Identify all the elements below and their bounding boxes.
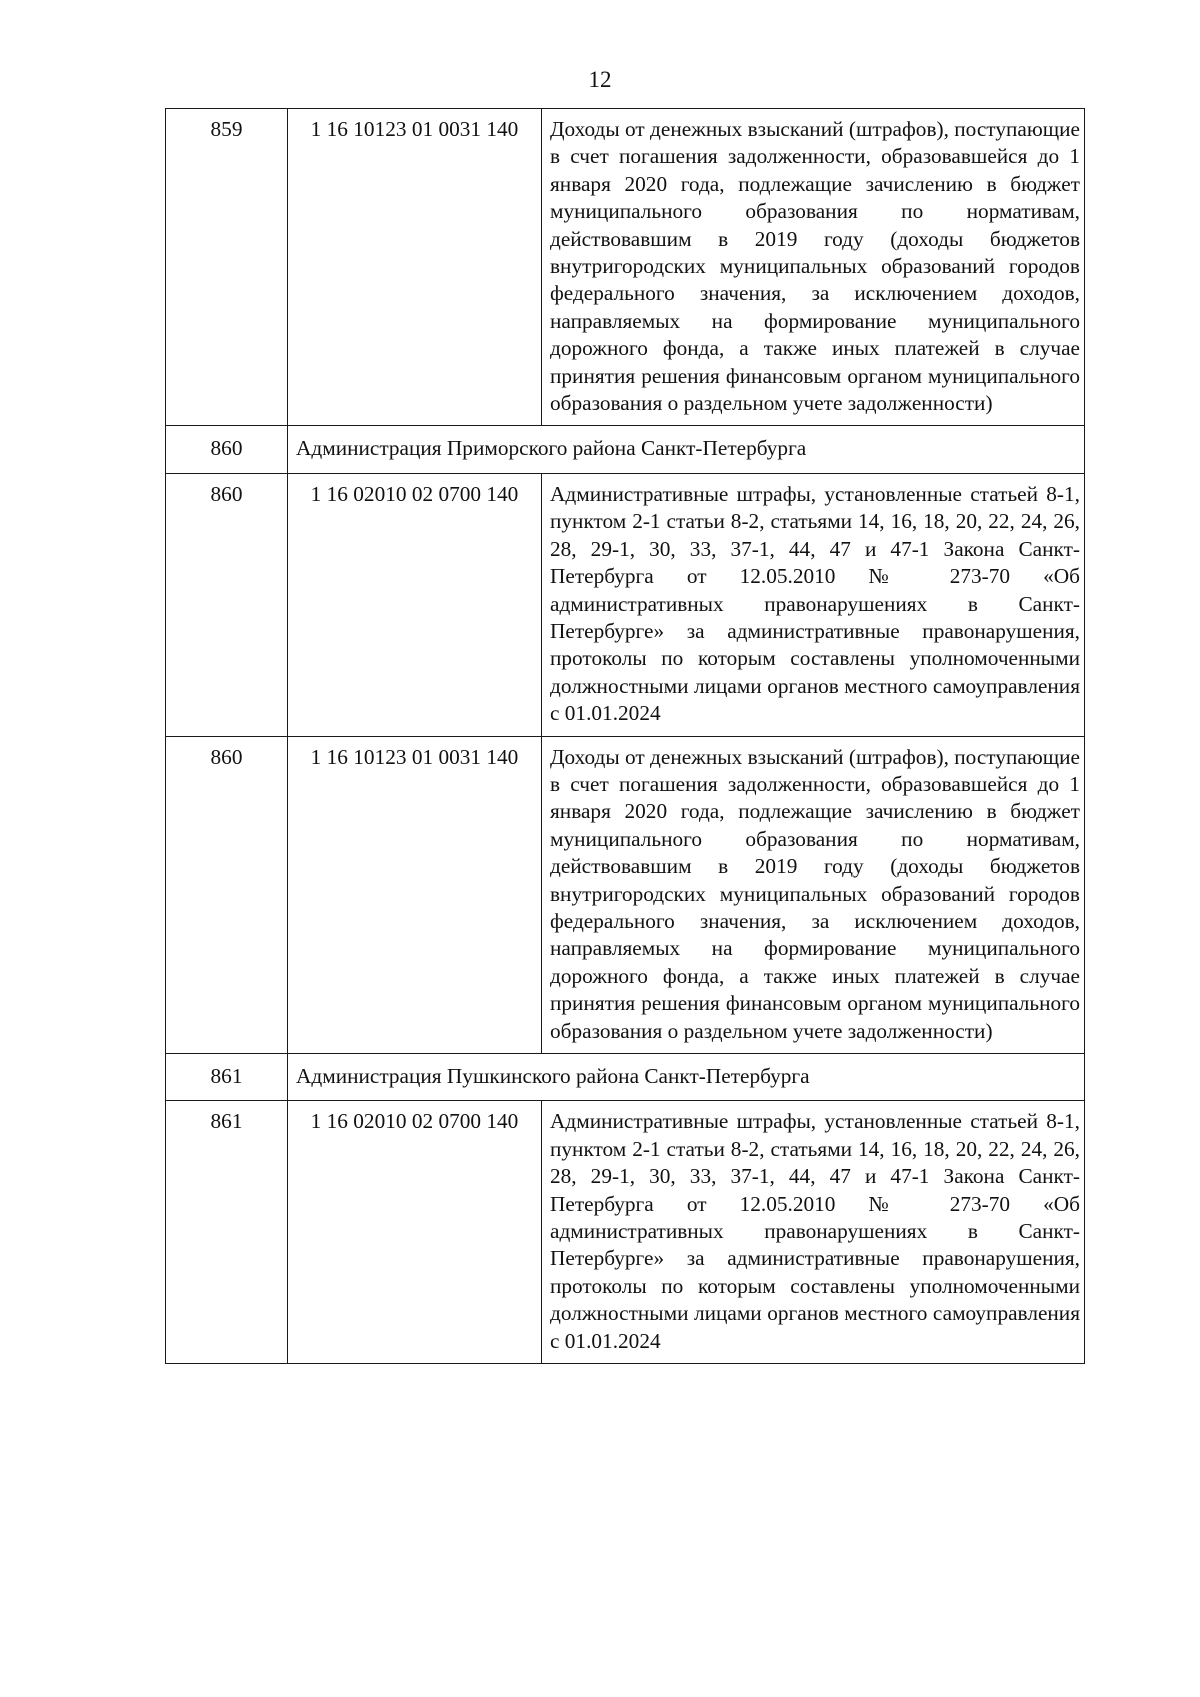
table-row [166,736,1085,1053]
table-row [166,1101,1085,1364]
description-cell: Доходы от денежных взысканий (штрафов), поступающие в счет погашения задолженности, образовавшейся до 1 января 2020 года, подлежащие зачислению в бюджет муниципального образования по нормативам, действовавшим в 2019 году (доходы бюджетов внутригородских муниципальных образований городов федерального значения, за исключением доходов, направляемых на формирование муниципального дорожного фонда, а также иных платежей в случае принятия решения финансовым органом муниципального образования о раздельном учете задолженности) [542,109,1085,426]
revenue-code-cell: 1 16 02010 02 0700 140 [288,473,542,736]
revenue-table [165,108,1085,1364]
administrator-row [166,426,1085,473]
admin-code-cell: 861 [166,1054,288,1101]
description-cell: Доходы от денежных взысканий (штрафов), поступающие в счет погашения задолженности, образовавшейся до 1 января 2020 года, подлежащие зачислению в бюджет муниципального образования по нормативам, действовавшим в 2019 году (доходы бюджетов внутригородских муниципальных образований городов федерального значения, за исключением доходов, направляемых на формирование муниципального дорожного фонда, а также иных платежей в случае принятия решения финансовым органом муниципального образования о раздельном учете задолженности) [542,736,1085,1053]
admin-code-cell: 860 [166,426,288,473]
description-cell: Административные штрафы, установленные статьей 8-1, пунктом 2-1 статьи 8-2, статьями 14, 16, 18, 20, 22, 24, 26, 28, 29-1, 30, 33, 37-1, 44, 47 и 47-1 Закона Санкт-Петербурга от 12.05.2010 № 273-70 «Об административных правонарушениях в Санкт-Петербурге» за административные правонарушения, протоколы по которым составлены уполномоченными должностными лицами органов местного самоуправления с 01.01.2024 [542,473,1085,736]
administrator-row [166,1054,1085,1101]
admin-code-cell: 861 [166,1101,288,1364]
table-row [166,473,1085,736]
page-number: 12 [588,67,612,92]
description-cell: Административные штрафы, установленные статьей 8-1, пунктом 2-1 статьи 8-2, статьями 14, 16, 18, 20, 22, 24, 26, 28, 29-1, 30, 33, 37-1, 44, 47 и 47-1 Закона Санкт-Петербурга от 12.05.2010 № 273-70 «Об административных правонарушениях в Санкт-Петербурге» за административные правонарушения, протоколы по которым составлены уполномоченными должностными лицами органов местного самоуправления с 01.01.2024 [542,1101,1085,1364]
revenue-code-cell: 1 16 02010 02 0700 140 [288,1101,542,1364]
revenue-code-cell: 1 16 10123 01 0031 140 [288,109,542,426]
admin-code-cell: 859 [166,109,288,426]
administrator-name-cell: Администрация Пушкинского района Санкт-Петербурга [288,1054,1085,1101]
admin-code-cell: 860 [166,473,288,736]
table-row [166,109,1085,426]
administrator-name-cell: Администрация Приморского района Санкт-Петербурга [288,426,1085,473]
revenue-code-cell: 1 16 10123 01 0031 140 [288,736,542,1053]
admin-code-cell: 860 [166,736,288,1053]
